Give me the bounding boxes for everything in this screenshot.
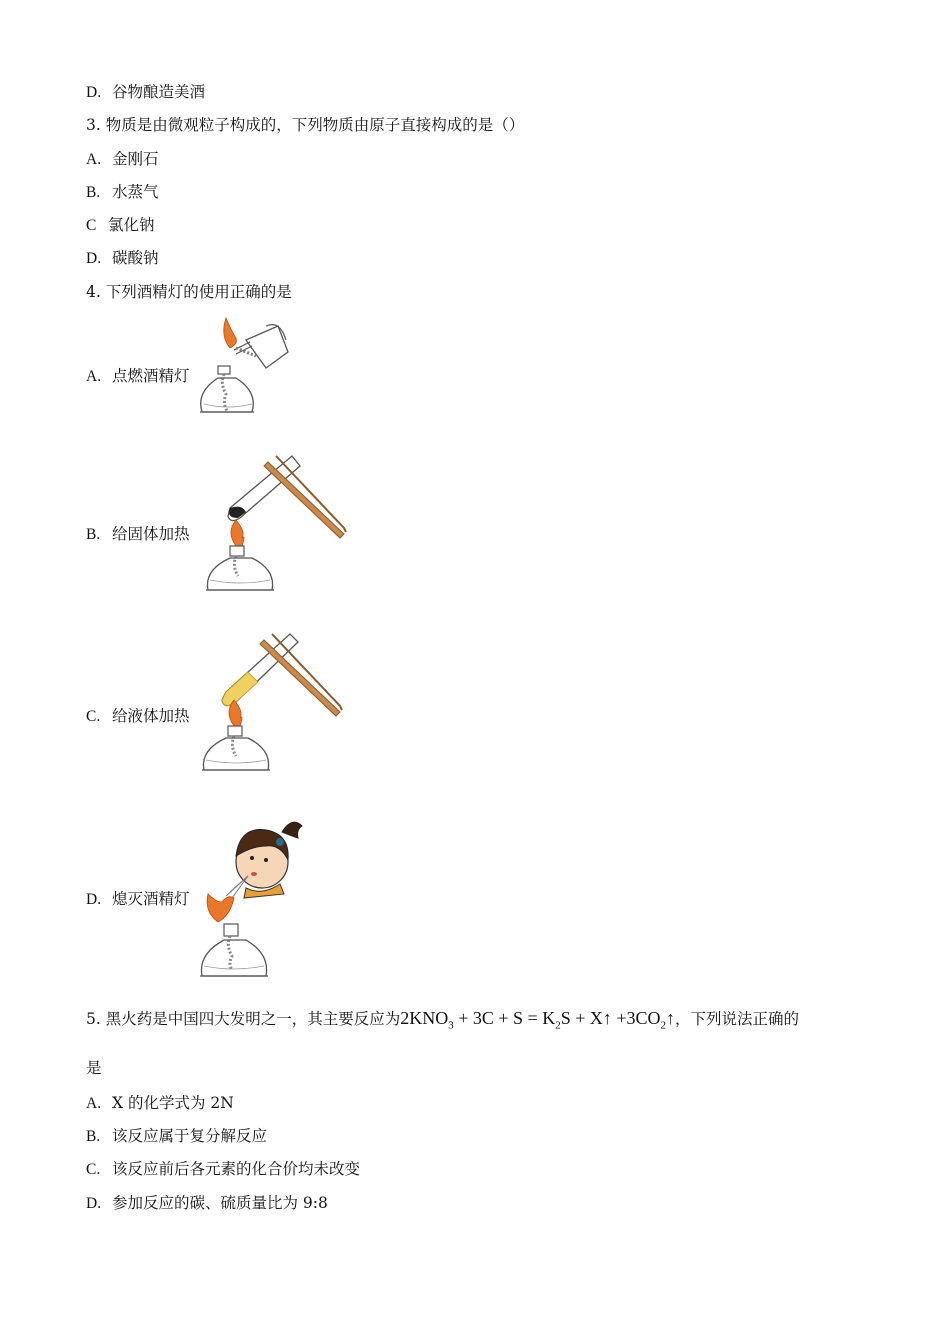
option-text: 氯化钠 <box>108 216 155 234</box>
q5-option-c <box>86 1159 360 1180</box>
option-letter: A. <box>86 1095 102 1112</box>
option-text: 该反应属于复分解反应 <box>112 1127 268 1145</box>
option-letter: D. <box>86 84 102 101</box>
q3-option-b <box>86 182 159 203</box>
q5-option-d <box>86 1193 328 1214</box>
q3-option-d <box>86 248 159 269</box>
q3-option-c <box>86 215 155 236</box>
q4-option-d <box>86 889 190 910</box>
blowing-out-lamp-figure <box>196 812 308 980</box>
option-letter: D. <box>86 1195 102 1212</box>
option-letter: A. <box>86 368 102 385</box>
option-text: X 的化学式为 2N <box>112 1094 234 1112</box>
q2-option-d <box>86 82 205 103</box>
option-letter: D. <box>86 250 102 267</box>
option-letter: A. <box>86 151 102 168</box>
question-4-stem: 4. 下列酒精灯的使用正确的是 <box>86 283 292 301</box>
option-letter: B. <box>86 526 101 543</box>
q3-option-a <box>86 149 159 170</box>
stem-text: 5. 黑火药是中国四大发明之一，其主要反应为 <box>86 1010 401 1028</box>
q5-option-b <box>86 1126 267 1147</box>
option-text: 给液体加热 <box>112 707 190 725</box>
option-text: 该反应前后各元素的化合价均未改变 <box>112 1160 361 1178</box>
question-3-stem: 3. 物质是由微观粒子构成的，下列物质由原子直接构成的是（） <box>86 116 525 134</box>
question-5-stem-continued: 是 <box>86 1059 102 1077</box>
option-text: 谷物酿造美酒 <box>112 83 206 101</box>
heating-solid-figure <box>200 450 350 596</box>
option-text: 熄灭酒精灯 <box>112 890 190 908</box>
option-text: 参加反应的碳、硫质量比为 9:8 <box>112 1194 328 1212</box>
option-letter: B. <box>86 1128 101 1145</box>
option-letter: C <box>86 217 97 234</box>
stem-text-after: ，下列说法正确的 <box>675 1010 800 1028</box>
q4-option-b <box>86 524 190 545</box>
option-text: 给固体加热 <box>112 525 190 543</box>
q4-option-a <box>86 366 190 387</box>
reaction-equation: $2KNO_3 + 3C + S = K_2S$ + X↑ $+3CO_2↑$ <box>400 1008 676 1032</box>
heating-liquid-figure <box>198 628 348 776</box>
question-5-stem <box>86 1004 799 1040</box>
option-text: 水蒸气 <box>112 183 159 201</box>
option-letter: B. <box>86 184 101 201</box>
lighting-lamp-figure <box>196 312 296 420</box>
option-letter: D. <box>86 891 102 908</box>
option-letter: C. <box>86 1161 101 1178</box>
option-text: 碳酸钠 <box>112 249 159 267</box>
option-letter: C. <box>86 708 101 725</box>
option-text: 金刚石 <box>112 150 159 168</box>
q5-option-a <box>86 1093 234 1114</box>
q4-option-c <box>86 706 190 727</box>
option-text: 点燃酒精灯 <box>112 367 190 385</box>
